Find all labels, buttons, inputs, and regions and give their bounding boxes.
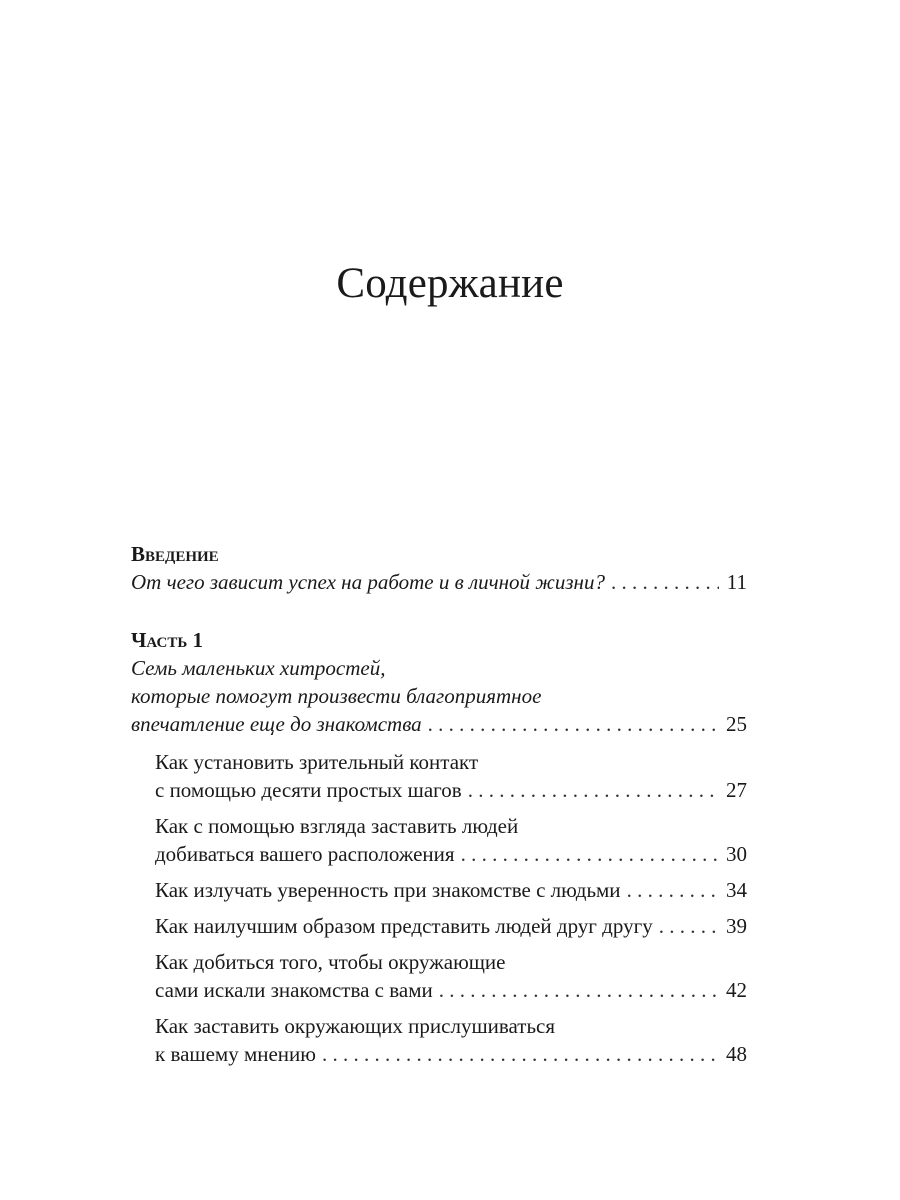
list-item bbox=[155, 912, 747, 940]
dot-leader bbox=[428, 710, 719, 738]
entry-text: Как с помощью взгляда заставить людей bbox=[155, 814, 519, 838]
entry-text: добиваться вашего расположения bbox=[155, 842, 455, 866]
subentries-list bbox=[131, 748, 747, 1068]
part-subtitle-line bbox=[131, 654, 747, 682]
section-heading: Часть 1 bbox=[131, 628, 204, 652]
table-of-contents bbox=[131, 540, 747, 1068]
dot-leader bbox=[611, 568, 719, 596]
entry-text: с помощью десяти простых шагов bbox=[155, 778, 462, 802]
entry-text: которые помогут произвести благоприятное bbox=[131, 684, 542, 708]
list-item bbox=[155, 748, 747, 804]
dot-leader bbox=[439, 976, 719, 1004]
entry-text: Как излучать уверенность при знакомстве с людьми bbox=[155, 878, 621, 902]
entry-text: Как заставить окружающих прислушиваться bbox=[155, 1014, 556, 1038]
page-number: 48 bbox=[726, 1042, 747, 1066]
toc-section-part-1 bbox=[131, 626, 747, 1068]
toc-section-introduction bbox=[131, 540, 747, 596]
entry-text: Как установить зрительный контакт bbox=[155, 750, 479, 774]
page-number: 30 bbox=[726, 842, 747, 866]
page-number: 27 bbox=[726, 778, 747, 802]
dot-leader bbox=[627, 876, 719, 904]
page-number: 39 bbox=[726, 914, 747, 938]
dot-leader bbox=[468, 776, 719, 804]
entry-text: От чего зависит успех на работе и в личной жизни? bbox=[131, 570, 605, 594]
entry-text: к вашему мнению bbox=[155, 1042, 316, 1066]
page-number: 25 bbox=[726, 712, 747, 736]
section-heading: Введение bbox=[131, 542, 219, 566]
entry-text: сами искали знакомства с вами bbox=[155, 978, 433, 1002]
entry-text: Семь маленьких хитростей, bbox=[131, 656, 386, 680]
list-item bbox=[155, 876, 747, 904]
entry-text: Как добиться того, чтобы окружающие bbox=[155, 950, 506, 974]
toc-entry bbox=[131, 710, 747, 738]
page-number: 34 bbox=[726, 878, 747, 902]
dot-leader bbox=[461, 840, 719, 868]
list-item bbox=[155, 812, 747, 868]
entry-text: впечатление еще до знакомства bbox=[131, 712, 422, 736]
dot-leader bbox=[322, 1040, 719, 1068]
page-title: Содержание bbox=[336, 260, 564, 307]
part-subtitle-line bbox=[131, 682, 747, 710]
list-item bbox=[155, 948, 747, 1004]
page-number: 11 bbox=[726, 570, 747, 594]
entry-text: Как наилучшим образом представить людей друг другу bbox=[155, 914, 653, 938]
list-item bbox=[155, 1012, 747, 1068]
page-number: 42 bbox=[726, 978, 747, 1002]
dot-leader bbox=[659, 912, 719, 940]
toc-entry bbox=[131, 568, 747, 596]
